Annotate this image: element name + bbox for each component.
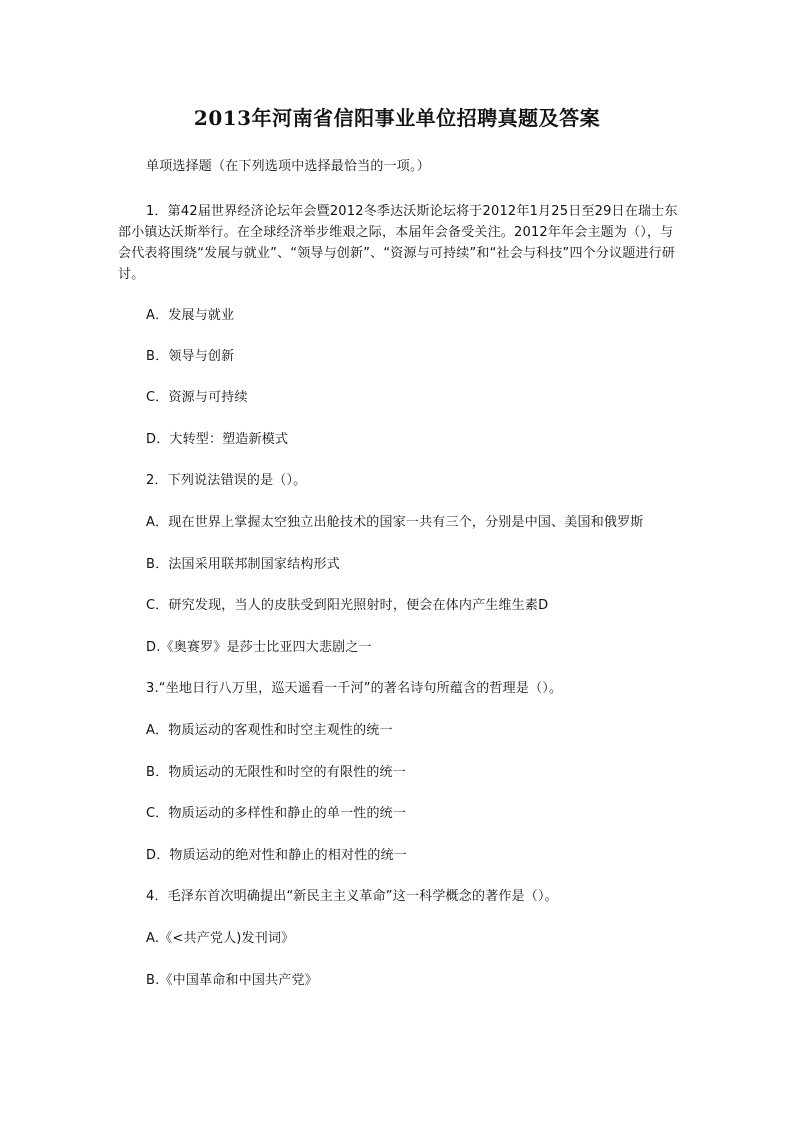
question-2-option-b: B．法国采用联邦制国家结构形式: [146, 557, 340, 572]
question-3-option-d: D．物质运动的绝对性和静止的相对性的统一: [146, 848, 408, 863]
question-2-option-c: C．研究发现，当人的皮肤受到阳光照射时，便会在体内产生维生素D: [146, 598, 549, 613]
question-3-option-a: A．物质运动的客观性和时空主观性的统一: [146, 723, 393, 738]
question-2-option-d: D.《奥赛罗》是莎士比亚四大悲剧之一: [146, 640, 372, 655]
question-4-stem: 4．毛泽东首次明确提出“新民主主义革命”这一科学概念的著作是（）。: [146, 889, 558, 904]
question-1-option-b: B．领导与创新: [146, 349, 235, 364]
question-1-option-c: C．资源与可持续: [146, 390, 248, 405]
document-title: 2013年河南省信阳事业单位招聘真题及答案: [193, 106, 601, 130]
section-heading: 单项选择题（在下列选项中选择最恰当的一项。）: [146, 159, 430, 174]
question-1-stem: 1．第42届世界经济论坛年会暨2012冬季达沃斯论坛将于2012年1月25日至29日在瑞士东部小镇达沃斯举行。在全球经济举步维艰之际，本届年会备受关注。2012年年会主题为（），与会代表将围绕“发展与就业”、“领导与创新”、“资源与可持续”和“社会与科技”四个分议题进行研讨。: [118, 204, 678, 282]
question-3-option-c: C．物质运动的多样性和静止的单一性的统一: [146, 806, 407, 821]
question-2-option-a: A．现在世界上掌握太空独立出舱技术的国家一共有三个，分别是中国、美国和俄罗斯: [146, 515, 644, 530]
question-2-stem: 2．下列说法错误的是（）。: [146, 473, 307, 488]
question-1-option-d: D．大转型：塑造新模式: [146, 432, 289, 447]
question-3-stem: 3.“坐地日行八万里，巡天遥看一千河”的著名诗句所蕴含的哲理是（）。: [146, 681, 563, 696]
question-3-option-b: B．物质运动的无限性和时空的有限性的统一: [146, 765, 406, 780]
question-4-option-a: A.《<共产党人)发刊词》: [146, 931, 295, 946]
question-1-option-a: A．发展与就业: [146, 308, 235, 323]
question-4-option-b: B.《中国革命和中国共产党》: [146, 973, 318, 988]
